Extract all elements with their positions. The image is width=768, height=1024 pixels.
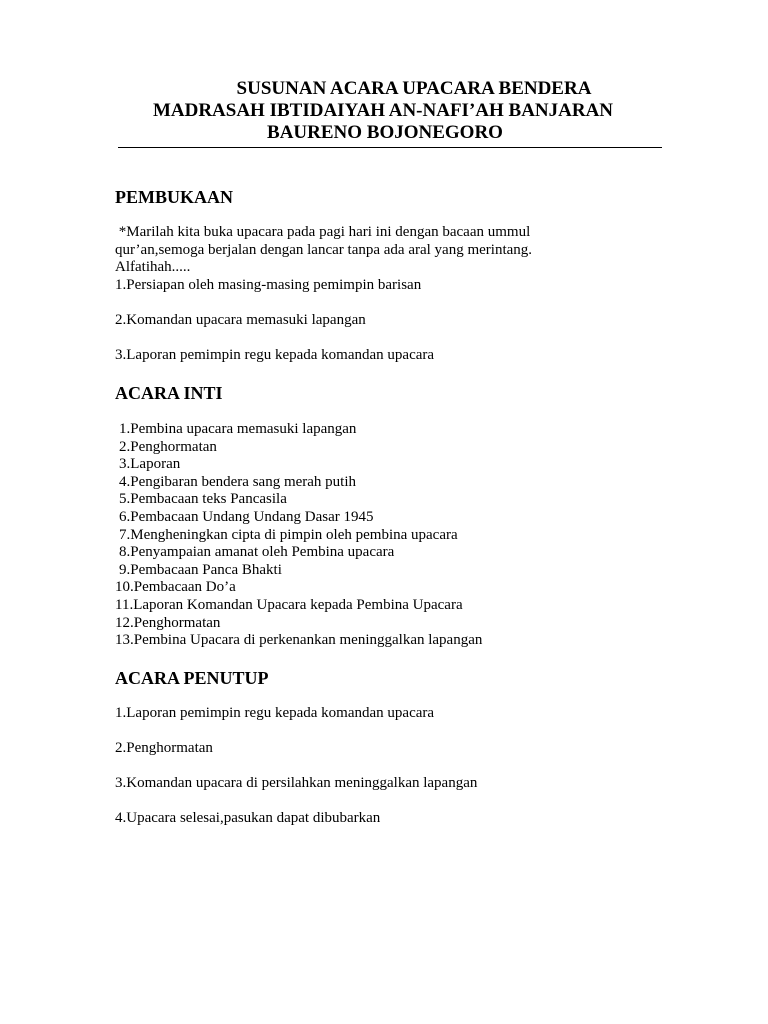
list-item: 3.Laporan pemimpin regu kepada komandan upacara <box>115 346 435 363</box>
list-item: 4.Pengibaran bendera sang merah putih <box>119 473 357 490</box>
list-item: 3.Komandan upacara di persilahkan meninggalkan lapangan <box>115 774 478 791</box>
acara-penutup-list <box>115 705 675 828</box>
section-acara-inti <box>115 382 675 650</box>
school-name: MADRASAH IBTIDAIYAH AN-NAFI’AH BANJARAN <box>152 100 614 121</box>
list-item: 2.Komandan upacara memasuki lapangan <box>115 311 366 328</box>
list-item: 1.Persiapan oleh masing-masing pemimpin barisan <box>115 276 422 293</box>
document-body <box>115 186 675 827</box>
opening-statement-line-1: *Marilah kita buka upacara pada pagi hari ini dengan bacaan ummul <box>115 224 531 240</box>
list-item: 10.Pembacaan Do’a <box>115 579 236 596</box>
list-item: 7.Mengheningkan cipta di pimpin oleh pembina upacara <box>119 526 458 543</box>
opening-statement-line-3: Alfatihah..... <box>115 259 191 275</box>
section-heading-acara-inti: ACARA INTI <box>115 383 223 403</box>
list-item: 3.Laporan <box>119 456 181 473</box>
document-header <box>0 78 768 144</box>
list-item: 13.Pembina Upacara di perkenankan meninggalkan lapangan <box>115 632 483 649</box>
document-title: SUSUNAN ACARA UPACARA BENDERA <box>236 78 592 99</box>
list-item: 8.Penyampaian amanat oleh Pembina upacara <box>119 544 395 561</box>
list-item: 12.Penghormatan <box>115 614 221 631</box>
opening-statement-line-2: qur’an,semoga berjalan dengan lancar tanpa ada aral yang merintang. <box>115 241 533 258</box>
opening-statement <box>115 224 675 277</box>
section-heading-acara-penutup: ACARA PENUTUP <box>115 667 269 688</box>
pembukaan-list <box>115 277 675 365</box>
acara-inti-list <box>115 421 675 650</box>
list-item: 1.Laporan pemimpin regu kepada komandan upacara <box>115 704 435 721</box>
list-item: 2.Penghormatan <box>119 438 217 455</box>
list-item: 11.Laporan Komandan Upacara kepada Pembina Upacara <box>115 596 463 613</box>
school-location: BAURENO BOJONEGORO <box>267 122 503 143</box>
section-pembukaan <box>115 186 675 364</box>
header-divider <box>118 147 662 148</box>
list-item: 2.Penghormatan <box>115 739 213 756</box>
list-item: 4.Upacara selesai,pasukan dapat dibubarkan <box>115 809 381 826</box>
section-acara-penutup <box>115 667 675 828</box>
section-heading-pembukaan: PEMBUKAAN <box>115 187 233 207</box>
list-item: 9.Pembacaan Panca Bhakti <box>119 561 282 578</box>
list-item: 6.Pembacaan Undang Undang Dasar 1945 <box>119 508 374 525</box>
list-item: 1.Pembina upacara memasuki lapangan <box>119 421 357 437</box>
list-item: 5.Pembacaan teks Pancasila <box>119 491 287 508</box>
